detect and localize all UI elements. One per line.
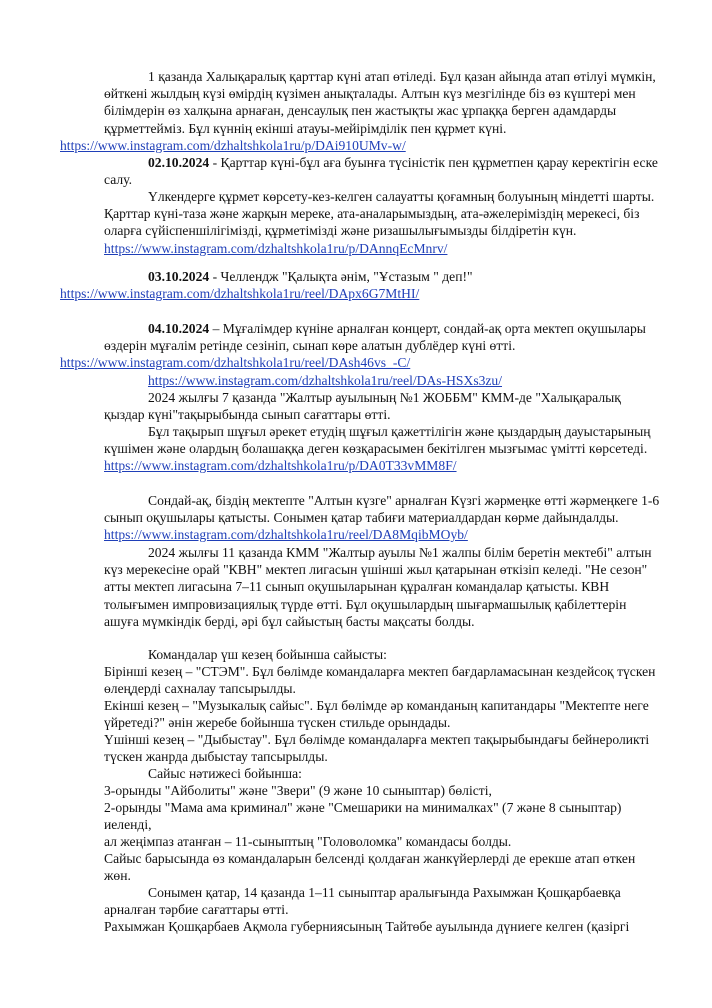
paragraph-stages-intro: Командалар үш кезең бойынша сайысты: <box>148 647 387 662</box>
date-label: 03.10.2024 <box>148 269 210 284</box>
paragraph-biography: Рахымжан Қошқарбаев Ақмола губерниясының Тайтөбе ауылында дүниеге келген (қазіргі <box>104 919 630 934</box>
paragraph-class-hours: Сонымен қатар, 14 қазанда 1–11 сыныптар аралығында Рахымжан Қошқарбаевқа арналған тәрбие сағаттары өтті. <box>104 885 621 918</box>
date-label: 02.10.2024 <box>148 155 210 170</box>
instagram-link[interactable]: https://www.instagram.com/dzhaltshkola1ru/reel/DAs-HSXs3zu/ <box>148 373 503 388</box>
paragraph-girls-day: 2024 жылғы 7 қазанда "Жалтыр ауылының №1 ЖОББМ" КММ-де "Халықаралық қыздар күні"тақырыбында сынып сағаттары өтті. <box>104 390 621 423</box>
paragraph-oct-04: 04.10.2024 – Мұғалімдер күніне арналған концерт, сондай-ақ орта мектеп оқушылары өздерін мұғалім ретінде сезініп, сынап көре алатын дублёдер күні өтті. https://www.instagram.com/dzhaltshkola1ru/reel/DAsh46vs_-C/ <box>60 321 646 371</box>
paragraph-stage-2: Екінші кезең – "Музыкалық сайыс". Бұл бөлімде әр команданың капитандары "Мектепте неге үйретеді?" әнін жеребе бойынша түскен стильде орындады. <box>104 698 649 731</box>
paragraph-stage-3: Үшінші кезең – "Дыбыстау". Бұл бөлімде командаларға мектеп тақырыбындағы бейнероликті түскен жанрда дыбыстау тапсырылды. <box>104 732 650 765</box>
paragraph-autumn-fair: Сондай-ақ, біздің мектепте "Алтын күзге" арналған Күзгі жәрмеңке өтті жәрмеңкеге 1-6 сынып оқушылары қатысты. Сонымен қатар табиғи материалдардан көрме дайындалды. https://www.instagram.com/dzhaltshkola1ru/reel/DA8MqibMOyb/ <box>104 493 660 543</box>
instagram-link[interactable]: https://www.instagram.com/dzhaltshkola1ru/reel/DApx6G7MtHI/ <box>60 286 420 302</box>
paragraph-oct-02: 02.10.2024 - Қарттар күні-бұл аға буынға түсіністік пен құрметпен қарау керектігін еске салу. <box>104 155 658 188</box>
paragraph-kvn: 2024 жылғы 11 қазанда КММ "Жалтыр ауылы №1 жалпы білім беретін мектебі" алтын күз мерекесіне орай "КВН" мектеп лигасын үшінші жыл қатарынан өткізіп келеді. "Не сезон" атты мектеп лигасына 7–11 сынып оқушыларынан құралған командалар қатысты. КВН толығымен импровизациялық түрде өтті. Бұл оқушылардың шығармашылық қабілеттерін ашуға мүмкіндік берді, әрі бұл сайыстың басты мақсаты болды. <box>104 545 652 629</box>
paragraph-respect: Үлкендерге құрмет көрсету-кез-келген салауатты қоғамның болуының міндетті шарты. Қарттар күні-таза және жарқын мереке, ата-аналарымыздың, ата-әжелеріміздің мерекесі, біз оларға сүйіспеншілігімізді, құрметімізді және ризашылығымызды білдіретін күн. https://www.instagram.com/dzhaltshkola1ru/p/DAnnqEcMnrv/ <box>104 189 655 256</box>
paragraph-oct-03: 03.10.2024 - Челлендж "Қалықта әнім, "Ұстазым " деп!" https://www.instagram.com/dzhaltshkola1ru/reel/DApx6G7MtHI/ <box>60 269 473 302</box>
instagram-link[interactable]: https://www.instagram.com/dzhaltshkola1ru/p/DAi910UMv-w/ <box>60 137 406 153</box>
paragraph-result-3: 3-орынды "Айболиты" және "Звери" (9 және 10 сыныптар) бөлісті, <box>104 783 492 798</box>
paragraph-result-1: ал жеңімпаз атанған – 11-сыныптың "Головоломка" командасы болды. <box>104 834 512 849</box>
instagram-link[interactable]: https://www.instagram.com/dzhaltshkola1ru/p/DAnnqEcMnrv/ <box>104 240 448 256</box>
instagram-link[interactable]: https://www.instagram.com/dzhaltshkola1ru/reel/DAsh46vs_-C/ <box>60 355 411 371</box>
paragraph-girls-voices: Бұл тақырып шұғыл әрекет етудің шұғыл қажеттілігін және қыздардың дауыстарының күшімен және олардың болашаққа деген көзқарасымен бекітілген мызғымас үмітті көрсетеді. https://www.instagram.com/dzhaltshkola1ru/p/DA0T33vMM8F/ <box>104 424 651 474</box>
paragraph-stage-1: Бірінші кезең – "СТЭМ". Бұл бөлімде командаларға мектеп бағдарламасынан кездейсоқ түскен өлеңдерді сахналау тапсырылды. <box>104 664 656 697</box>
paragraph-fans: Сайыс барысында өз командаларын белсенді қолдаған жанкүйерлерді де ерекше атап өткен жөн. <box>104 851 636 884</box>
instagram-link[interactable]: https://www.instagram.com/dzhaltshkola1ru/reel/DA8MqibMOyb/ <box>104 527 468 543</box>
paragraph-elders-day: 1 қазанда Халықаралық қарттар күні атап өтіледі. Бұл қазан айында атап өтілуі мүмкін, өйткені жылдың күзі өмірдің күзімен анықталады. Алтын күз мезгілінде біз өз күштері мен білімдерін өз халқына арнаған, денсаулық пен жастықты жас ұрпаққа берген адамдарды құрметтейміз. Бұл күннің екінші атауы-мейірімділік пен құрмет күні. https://www.instagram.com/dzhaltshkola1ru/p/DAi910UMv-w/ <box>60 69 656 153</box>
paragraph-result-2: 2-орынды "Мама ама криминал" және "Смешарики на минималках" (7 және 8 сыныптар) иеленді, <box>104 800 622 833</box>
paragraph-results-intro: Сайыс нәтижесі бойынша: <box>148 766 302 781</box>
paragraph-link <box>104 372 664 389</box>
date-label: 04.10.2024 <box>148 321 210 336</box>
instagram-link[interactable]: https://www.instagram.com/dzhaltshkola1ru/p/DA0T33vMM8F/ <box>104 458 457 474</box>
